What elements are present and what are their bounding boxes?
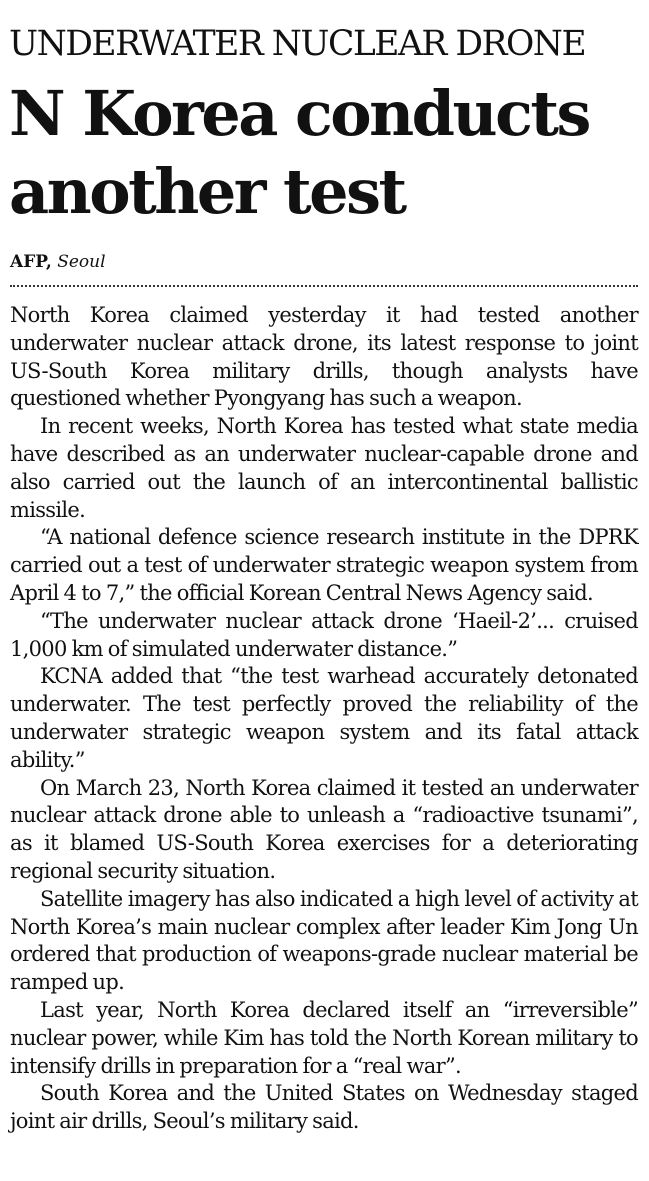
article-paragraph: “The underwater nuclear attack drone ‘Haeil-2’... cruised 1,000 km of simulated underwater distance.”: [10, 608, 638, 661]
byline-agency: AFP,: [10, 252, 52, 272]
dotted-divider: [10, 285, 638, 287]
article-paragraph: South Korea and the United States on Wednesday staged joint air drills, Seoul’s military said.: [10, 1081, 638, 1134]
byline-location: Seoul: [57, 252, 106, 272]
article-paragraph: Satellite imagery has also indicated a high level of activity at North Korea’s main nuclear complex after leader Kim Jong Un ordered that production of weapons-grade nuclear material be ramped up.: [10, 886, 638, 995]
article-paragraph: “A national defence science research institute in the DPRK carried out a test of underwater strategic weapon system from April 4 to 7,” the official Korean Central News Agency said.: [10, 525, 638, 605]
headline: N Korea conducts another test: [9, 77, 589, 228]
article-paragraph: On March 23, North Korea claimed it tested an underwater nuclear attack drone able to unleash a “radioactive tsunami”, as it blamed US-South Korea exercises for a deteriorating regional security situation.: [10, 775, 638, 883]
byline: [10, 250, 106, 274]
article-paragraph: North Korea claimed yesterday it had tested another underwater nuclear attack drone, its latest response to joint US-South Korea military drills, though analysts have questioned whether Pyongyang has such a weapon.: [10, 303, 638, 411]
article-paragraph: KCNA added that “the test warhead accurately detonated underwater. The test perfectly proved the reliability of the underwater strategic weapon system and its fatal attack ability.”: [10, 664, 638, 772]
article-body: [10, 302, 638, 1136]
article-paragraph: Last year, North Korea declared itself an “irreversible” nuclear power, while Kim has told the North Korean military to intensify drills in preparation for a “real war”.: [10, 997, 638, 1078]
section-kicker: UNDERWATER NUCLEAR DRONE: [9, 24, 586, 64]
article-paragraph: In recent weeks, North Korea has tested what state media have described as an underwater nuclear-capable drone and also carried out the launch of an intercontinental ballistic missile.: [10, 414, 638, 522]
